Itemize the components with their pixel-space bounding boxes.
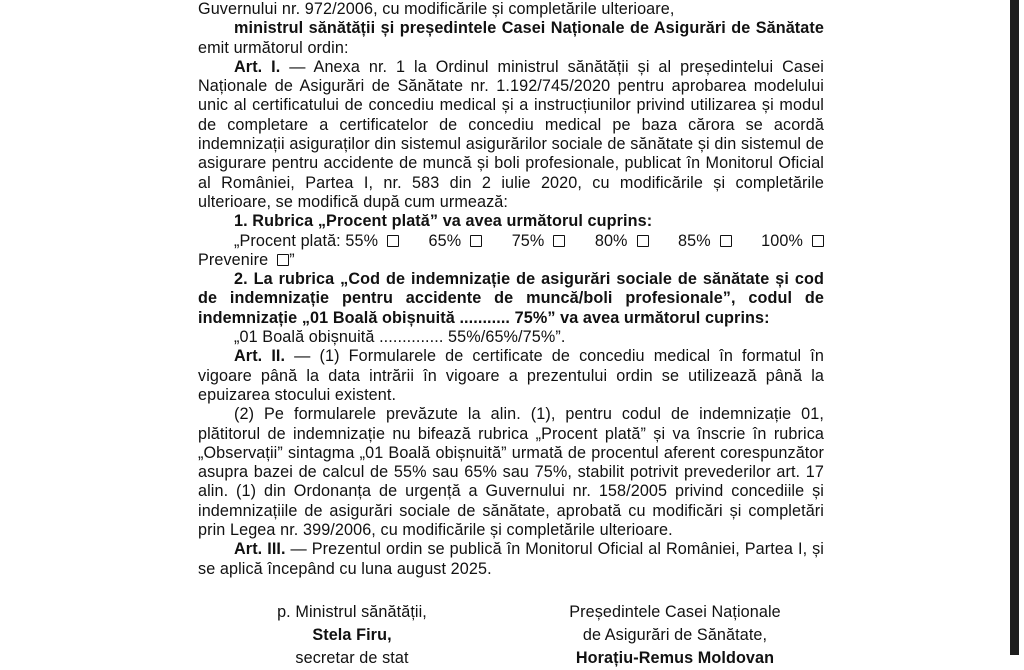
article-2-body: — (1) Formularele de certificate de concediu medical în formatul în vigoare până la data intrării în vigoare a prezentului ordin se utilizează până la epuizarea stocului existent. [198, 347, 825, 404]
empty-checkbox-icon [637, 235, 649, 247]
document-page [198, 0, 824, 670]
procent-option-label: „Procent plată: 55% [234, 231, 379, 250]
procent-option-label: 80% [594, 231, 628, 250]
empty-checkbox-icon [553, 235, 565, 247]
empty-checkbox-icon [812, 235, 824, 247]
preamble-issuers: ministrul sănătății și președintele Casei Naționale de Asigurări de Sănătate [234, 19, 824, 38]
empty-checkbox-icon [720, 235, 732, 247]
article-1-paragraph [198, 58, 824, 212]
procent-option-80 [595, 232, 649, 251]
signature-cnas-name: Horațiu-Remus Moldovan [575, 648, 775, 667]
article-3-paragraph [198, 540, 824, 579]
signature-minister-role: secretar de stat [295, 648, 409, 667]
signature-cnas-president [544, 601, 806, 670]
prevenire-option-line [198, 251, 824, 270]
item-2-content: „01 Boală obișnuită .............. 55%/65%/75%”. [234, 328, 566, 347]
signature-minister [226, 601, 478, 670]
right-edge-dark-bar [1010, 0, 1019, 655]
procent-option-75 [512, 232, 566, 251]
prevenire-label: Prevenire [198, 250, 269, 269]
closing-quote: ” [289, 250, 295, 269]
right-edge-white-sliver [1019, 0, 1024, 655]
procent-option-65 [429, 232, 483, 251]
procent-option-85 [678, 232, 732, 251]
article-1-label: Art. I. [234, 57, 281, 76]
procent-plata-checkbox-row [198, 232, 824, 251]
item-1-heading: 1. Rubrica „Procent plată” va avea următorul cuprins: [234, 212, 653, 231]
procent-option-label: 75% [511, 231, 545, 250]
article-2-label: Art. II. [234, 347, 286, 366]
procent-option-label: 65% [428, 231, 462, 250]
preamble-paragraph [198, 19, 824, 58]
procent-option-label: 100% [761, 231, 803, 250]
item-2-heading: 2. La rubrica „Cod de indemnizație de asigurări sociale de sănătate și cod de indemnizație pentru accidente de muncă/boli profesionale”, codul de indemnizație „01 Boală obișnuită ........... 75%” va avea următorul cuprins: [198, 270, 824, 327]
signature-minister-name: Stela Firu, [312, 625, 392, 644]
preamble-rest: emit următorul ordin: [198, 38, 349, 57]
article-3-body: — Prezentul ordin se publică în Monitorul Oficial al României, Partea I, și se aplică începând cu luna august 2025. [198, 540, 824, 578]
signature-cnas-title-line1: Președintele Casei Naționale [569, 602, 781, 621]
article-2-paragraph [198, 347, 824, 405]
empty-checkbox-icon [470, 235, 482, 247]
empty-checkbox-icon [277, 254, 289, 266]
empty-checkbox-icon [387, 235, 399, 247]
article-2-alin-2-paragraph: (2) Pe formularele prevăzute la alin. (1), pentru codul de indemnizație 01, plătitorul de indemnizație nu bifează rubrica „Procent plată” și va înscrie în rubrica „Observații” sintagma „01 Boală obișnuită” urmată de procentul aferent corespunzător asupra bazei de calcul de 55% sau 65% sau 75%, stabilit potrivit prevederilor art. 17 alin. (1) din Ordonanța de urgență a Guvernului nr. 158/2005 privind concediile și indemnizațiile de asigurări sociale de sănătate, aprobată cu modificări și completări prin Legea nr. 399/2006, cu modificările și completările ulterioare. [198, 405, 824, 540]
procent-option-100 [761, 232, 824, 251]
article-1-body: — Anexa nr. 1 la Ordinul ministrul sănătății și al președintelui Casei Naționale de Asigurări de Sănătate nr. 1.192/745/2020 pentru aprobarea modelului unic al certificatului de concediu medical și a instrucțiunilor privind utilizarea și modul de completare a certificatelor de concediu medical pe baza cărora se acordă indemnizații asiguraților din sistemul asigurărilor sociale de sănătate și din sistemul de asigurare pentru accidente de muncă și boli profesionale, publicat în Monitorul Oficial al României, Partea I, nr. 583 din 2 iulie 2020, cu modificările și completările ulterioare, se modifică după cum urmează: [198, 57, 824, 211]
signature-cnas-title-line2: de Asigurări de Sănătate, [582, 625, 768, 644]
procent-option-label: 85% [678, 231, 711, 250]
article-3-label: Art. III. [234, 540, 286, 559]
clipped-top-line: Guvernului nr. 972/2006, cu modificările și completările ulterioare, [198, 0, 675, 18]
signature-minister-title: p. Ministrul sănătății, [277, 602, 427, 621]
signature-block [198, 601, 824, 670]
procent-option-55 [234, 232, 399, 251]
